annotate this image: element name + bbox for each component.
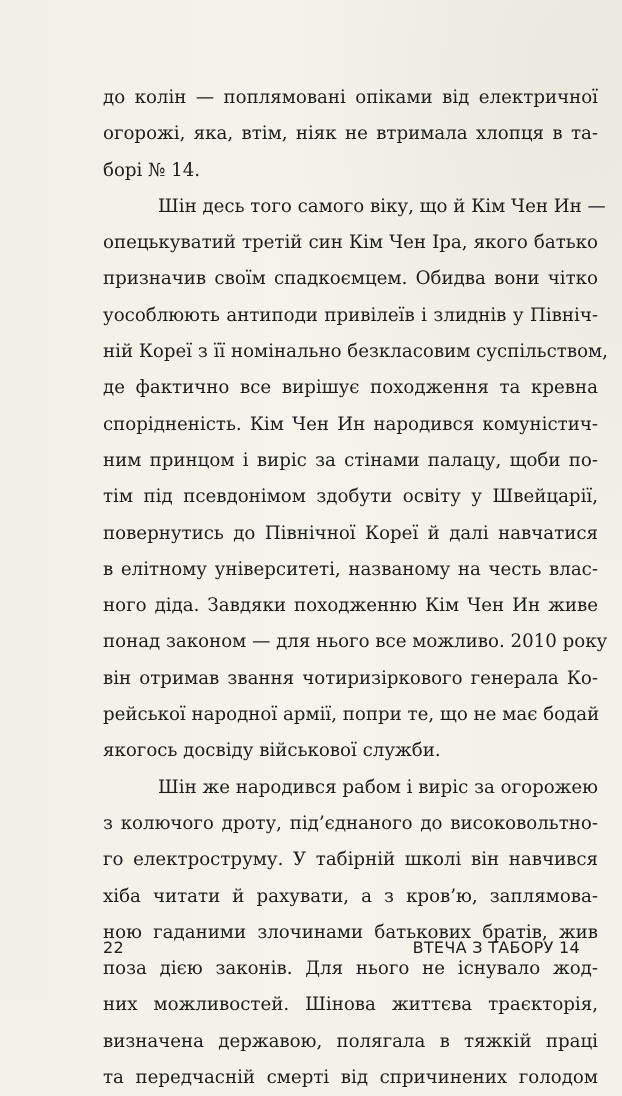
running-title: ВТЕЧА З ТАБОРУ 14 [412,938,580,957]
text-line: він отримав звання чотиризіркового генерала Ко- [103,667,598,689]
text-line: ній Кореї з її номінально безкласовим суспільством, [103,341,608,363]
text-line: де фактично все вирішує походження та кревна [103,377,598,399]
text-line: го електроструму. У табірній школі він навчився [103,849,598,871]
text-line: якогось досвіду військової служби. [103,740,441,762]
text-line: спорідненість. Кім Чен Ин народився комуністич- [103,413,598,435]
page-number: 22 [103,938,124,957]
text-line: ним принцом і виріс за стінами палацу, щоби по- [103,449,598,471]
text-line: поза дією законів. Для нього не існувало жод- [103,958,598,980]
text-line: ною гаданими злочинами батькових братів, жив [103,921,598,943]
text-line: ного діда. Завдяки походженню Кім Чен Ин живе [103,595,598,617]
text-line: повернутись до Північної Кореї й далі навчатися [103,522,598,544]
text-line: рейської народної армії, попри те, що не має бодай [103,704,600,726]
text-line: з колючого дроту, під’єднаного до високовольтно- [103,812,598,834]
text-line: до колін — поплямовані опіками від електричної [103,87,598,108]
text-line: Шін же народився рабом і виріс за огорожею [158,776,598,798]
text-line: визначена державою, полягала в тяжкій праці [103,1030,598,1052]
text-line: борі № 14. [103,159,201,181]
text-line: огорожі, яка, втім, ніяк не втримала хлопця в та- [103,123,598,145]
text-line: тім під псевдонімом здобути освіту у Швейцарії, [103,486,598,508]
text-line: них можливостей. Шінова життєва траєкторія, [103,994,598,1016]
text-line: хіба читати й рахувати, а з кров’ю, заплямова- [103,885,598,907]
text-line: призначив своїм спадкоємцем. Обидва вони чітко [103,268,598,290]
text-line: уособлюють антиподи привілеїв і злиднів у Північ- [103,304,598,326]
text-line: в елітному університеті, названому на честь влас- [103,558,598,580]
text-line: опецькуватий третій син Кім Чен Іра, якого батько [103,232,598,254]
text-line: Шін десь того самого віку, що й Кім Чен Ин — [158,195,606,217]
text-line: понад законом — для нього все можливо. 2010 року [103,631,608,653]
text-line: та передчасній смерті від спричинених голодом [103,1067,598,1089]
